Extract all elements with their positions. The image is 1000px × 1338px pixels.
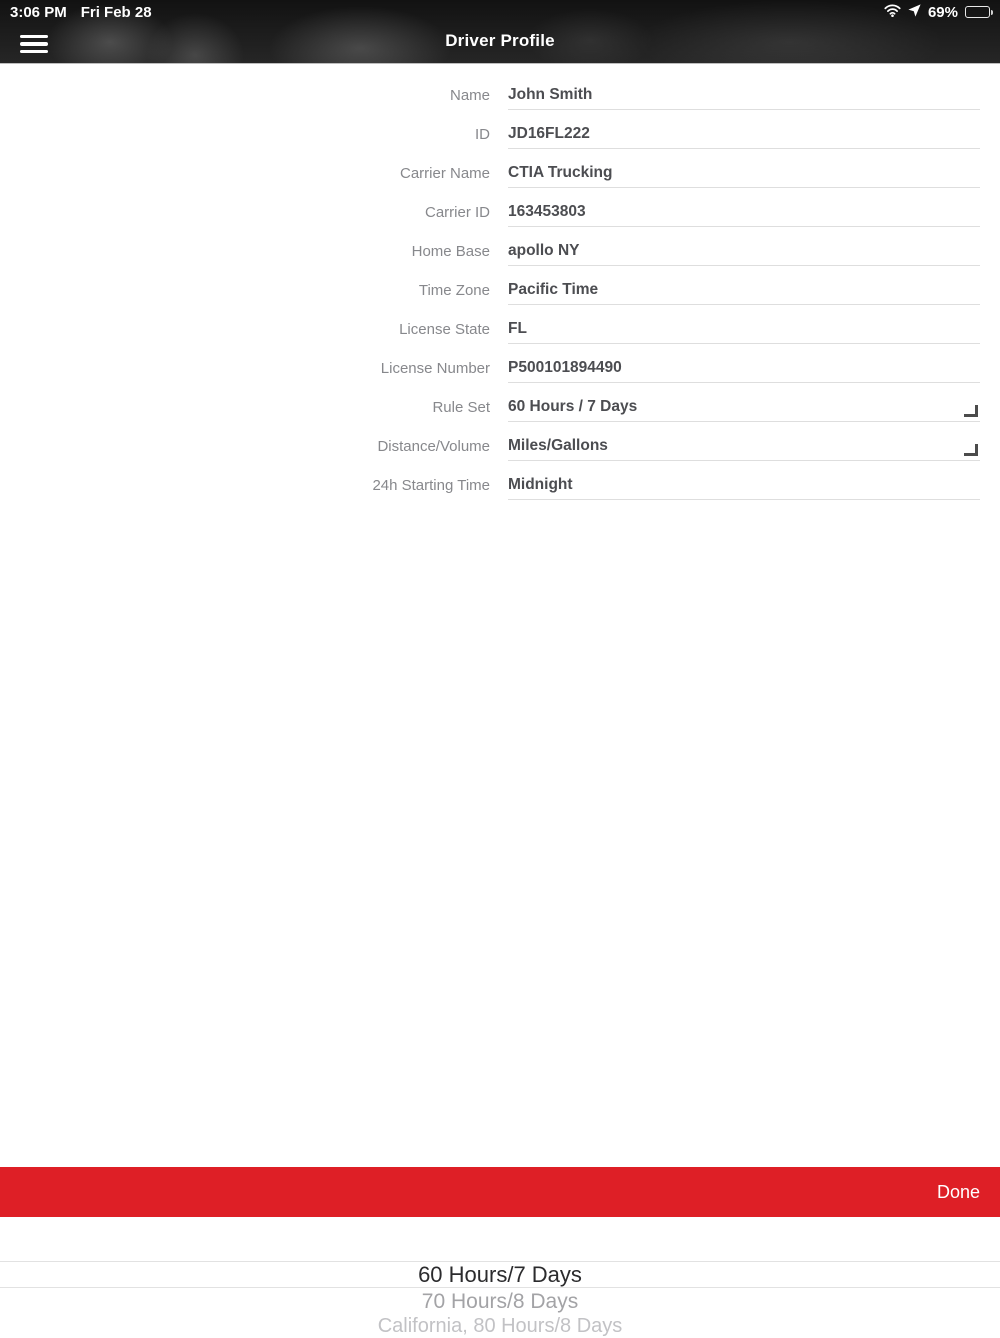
picker-option[interactable]: California, 80 Hours/8 Days [377, 1314, 623, 1337]
picker-corner-icon [964, 444, 978, 456]
form-row-carrier-id [0, 188, 1000, 227]
field-label: Carrier Name [399, 165, 490, 182]
picker-toolbar [0, 1167, 1000, 1217]
form-row-license-state [0, 305, 1000, 344]
field-label: Time Zone [418, 282, 490, 299]
carrier-name-field[interactable]: CTIA Trucking [508, 164, 980, 188]
picker-corner-icon [964, 405, 978, 417]
picker-option[interactable]: 70 Hours/8 Days [421, 1289, 579, 1313]
done-button[interactable]: Done [936, 1181, 980, 1202]
status-date: Fri Feb 28 [80, 3, 152, 21]
app-header [0, 0, 1000, 64]
wifi-icon [884, 4, 901, 21]
field-label: 24h Starting Time [372, 477, 490, 494]
location-arrow-icon [908, 4, 921, 21]
battery-percent: 69% [927, 3, 958, 21]
distance-volume-field[interactable] [508, 437, 980, 461]
carrier-id-field[interactable]: 163453803 [508, 203, 980, 227]
picker-option-selected[interactable]: 60 Hours/7 Days [0, 1261, 1000, 1288]
page-title: Driver Profile [445, 31, 555, 50]
time-zone-field[interactable]: Pacific Time [508, 281, 980, 305]
form-row-id [0, 110, 1000, 149]
field-label: License Number [380, 360, 490, 377]
form-row-starting-time [0, 461, 1000, 500]
form-row-distance-volume [0, 422, 1000, 461]
license-number-field[interactable]: P500101894490 [508, 359, 980, 383]
field-label: Name [449, 87, 490, 104]
rule-set-picker-wheel[interactable] [0, 1217, 1000, 1337]
starting-time-field[interactable]: Midnight [508, 476, 980, 500]
form-row-rule-set [0, 383, 1000, 422]
field-label: ID [475, 126, 490, 143]
name-field[interactable]: John Smith [508, 86, 980, 110]
id-field[interactable]: JD16FL222 [508, 125, 980, 149]
field-label: Home Base [411, 243, 490, 260]
field-label: Carrier ID [424, 204, 490, 221]
rule-set-field[interactable] [508, 398, 980, 422]
form-row-carrier-name [0, 149, 1000, 188]
form-row-time-zone [0, 266, 1000, 305]
form-row-license-number [0, 344, 1000, 383]
distance-volume-value: Miles/Gallons [508, 437, 608, 454]
rule-set-value: 60 Hours / 7 Days [508, 398, 638, 415]
form-row-name [0, 71, 1000, 110]
status-bar [0, 0, 1000, 24]
battery-icon [965, 6, 990, 18]
home-base-field[interactable]: apollo NY [508, 242, 980, 266]
field-label: Distance/Volume [377, 438, 490, 455]
status-time: 3:06 PM [10, 3, 67, 21]
field-label: License State [399, 321, 490, 338]
license-state-field[interactable]: FL [508, 320, 980, 344]
form-row-home-base [0, 227, 1000, 266]
driver-profile-form [0, 64, 1000, 500]
nav-bar [0, 24, 1000, 64]
field-label: Rule Set [432, 399, 490, 416]
